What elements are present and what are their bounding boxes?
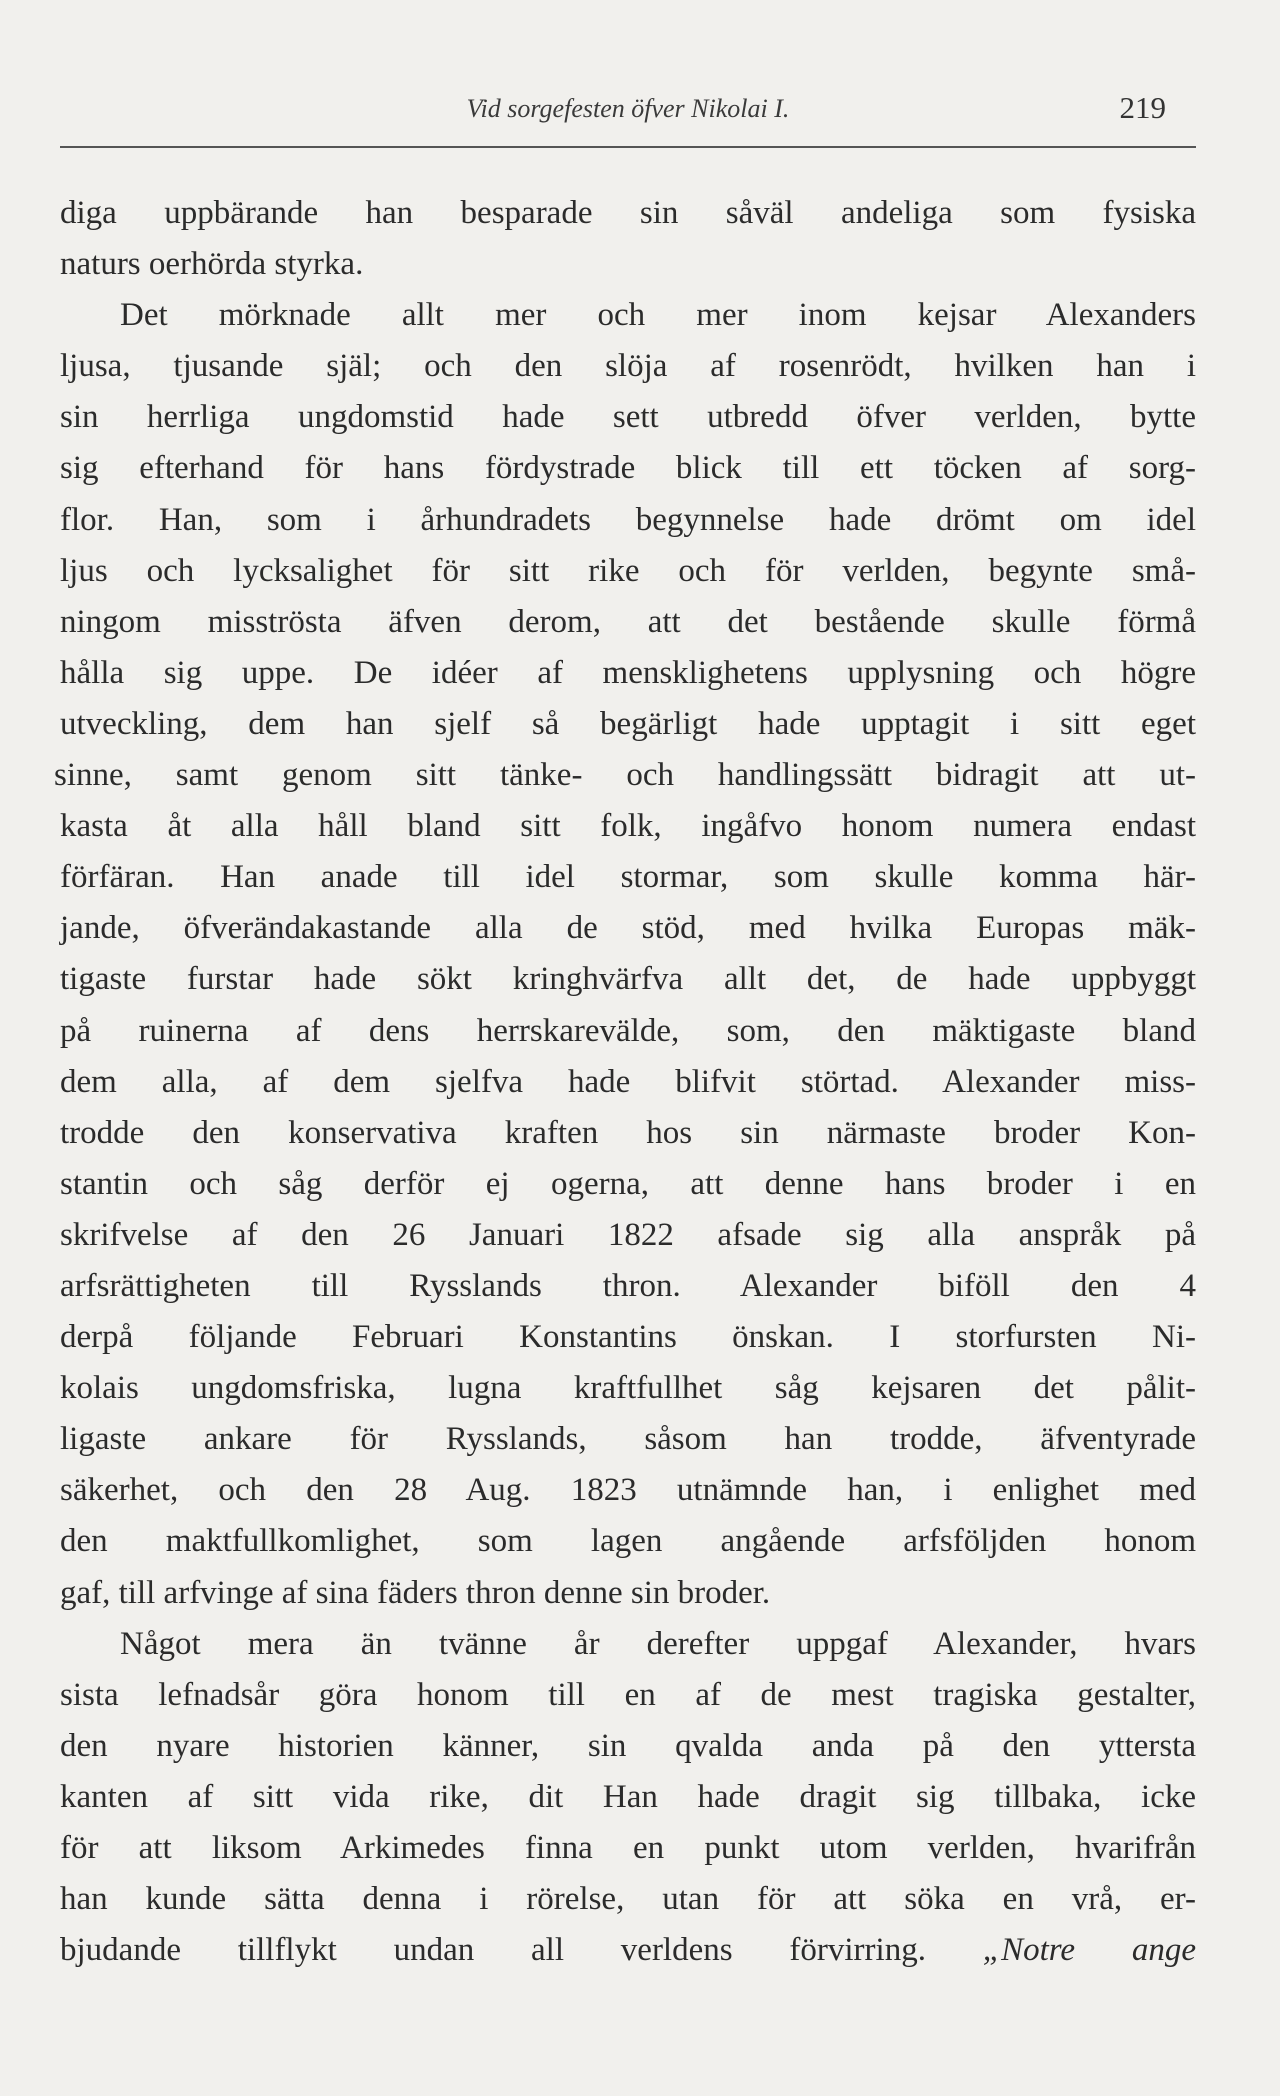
text-line: trodde den konservativa kraften hos sin närmaste broder Kon- — [60, 1114, 1196, 1151]
text-line: arfsrättigheten till Rysslands thron. Alexander biföll den 4 — [60, 1267, 1196, 1304]
text-line: ljusa, tjusande själ; och den slöja af rosenrödt, hvilken han i — [60, 348, 1196, 385]
text-line: ligaste ankare för Rysslands, såsom han trodde, äfventyrade — [60, 1421, 1196, 1458]
body-text — [54, 188, 1197, 1976]
text-line: flor. Han, som i århundradets begynnelse hade drömt om idel — [60, 501, 1196, 538]
running-head — [60, 88, 1196, 132]
paragraph-start-line: Något mera än tvänne år derefter uppgaf Alexander, hvars — [120, 1625, 1196, 1662]
text-line: diga uppbärande han besparade sin såväl andeliga som fysiska — [60, 195, 1196, 231]
header-rule — [60, 146, 1196, 148]
text-line: kolais ungdomsfriska, lugna kraftfullhet såg kejsaren det pålit- — [60, 1370, 1196, 1407]
text-line: naturs oerhörda styrka. — [60, 246, 364, 283]
text-line: tigaste furstar hade sökt kringhvärfva allt det, de hade uppbyggt — [60, 961, 1196, 998]
text-line: kanten af sitt vida rike, dit Han hade dragit sig tillbaka, icke — [60, 1778, 1196, 1815]
text-line: för att liksom Arkimedes finna en punkt utom verlden, hvarifrån — [60, 1830, 1196, 1866]
text-line: jande, öfverändakastande alla de stöd, med hvilka Europas mäk- — [60, 910, 1196, 947]
text-line: han kunde sätta denna i rörelse, utan för att söka en vrå, er- — [60, 1881, 1196, 1918]
text-line: kasta åt alla håll bland sitt folk, ingåfvo honom numera endast — [60, 808, 1196, 845]
text-line: på ruinerna af dens herrskarevälde, som, den mäktigaste bland — [60, 1012, 1196, 1049]
text-line: sig efterhand för hans fördystrade blick till ett töcken af sorg- — [60, 450, 1196, 487]
text-line: sin herrliga ungdomstid hade sett utbredd öfver verlden, bytte — [60, 399, 1196, 436]
text-line: sista lefnadsår göra honom till en af de mest tragiska gestalter, — [60, 1676, 1196, 1713]
text-line: dem alla, af dem sjelfva hade blifvit störtad. Alexander miss- — [60, 1063, 1196, 1100]
text-line: den maktfullkomlighet, som lagen angående arfsföljden honom — [60, 1523, 1196, 1560]
text-line: den nyare historien känner, sin qvalda anda på den yttersta — [60, 1727, 1196, 1764]
page-number: 219 — [1119, 90, 1166, 125]
text-line: ljus och lycksalighet för sitt rike och för verlden, begynte små- — [60, 552, 1196, 589]
text-line: sinne, samt genom sitt tänke- och handlingssätt bidragit att ut- — [54, 757, 1196, 794]
text-line: säkerhet, och den 28 Aug. 1823 utnämnde han, i enlighet med — [60, 1472, 1196, 1509]
text-line: förfäran. Han anade till idel stormar, som skulle komma här- — [60, 859, 1196, 896]
text-line: skrifvelse af den 26 Januari 1822 afsade sig alla anspråk på — [60, 1216, 1196, 1253]
paragraph-start-line: Det mörknade allt mer och mer inom kejsar Alexanders — [120, 297, 1196, 334]
text-line-content: bjudande tillflykt undan all verldens förvirring. — [60, 1932, 926, 1969]
text-line: ningom misströsta äfven derom, att det bestående skulle förmå — [60, 603, 1196, 640]
french-quote-start: „Notre ange — [982, 1932, 1197, 1969]
text-line — [60, 1925, 1196, 1976]
text-line: derpå följande Februari Konstantins önskan. I storfursten Ni- — [60, 1319, 1196, 1356]
text-line: utveckling, dem han sjelf så begärligt hade upptagit i sitt eget — [60, 705, 1196, 742]
text-line: stantin och såg derför ej ogerna, att denne hans broder i en — [60, 1165, 1196, 1202]
text-line: hålla sig uppe. De idéer af mensklighetens upplysning och högre — [60, 654, 1196, 691]
text-line: gaf, till arfvinge af sina fäders thron denne sin broder. — [60, 1574, 771, 1611]
running-title: Vid sorgefesten öfver Nikolai I. — [466, 94, 790, 123]
